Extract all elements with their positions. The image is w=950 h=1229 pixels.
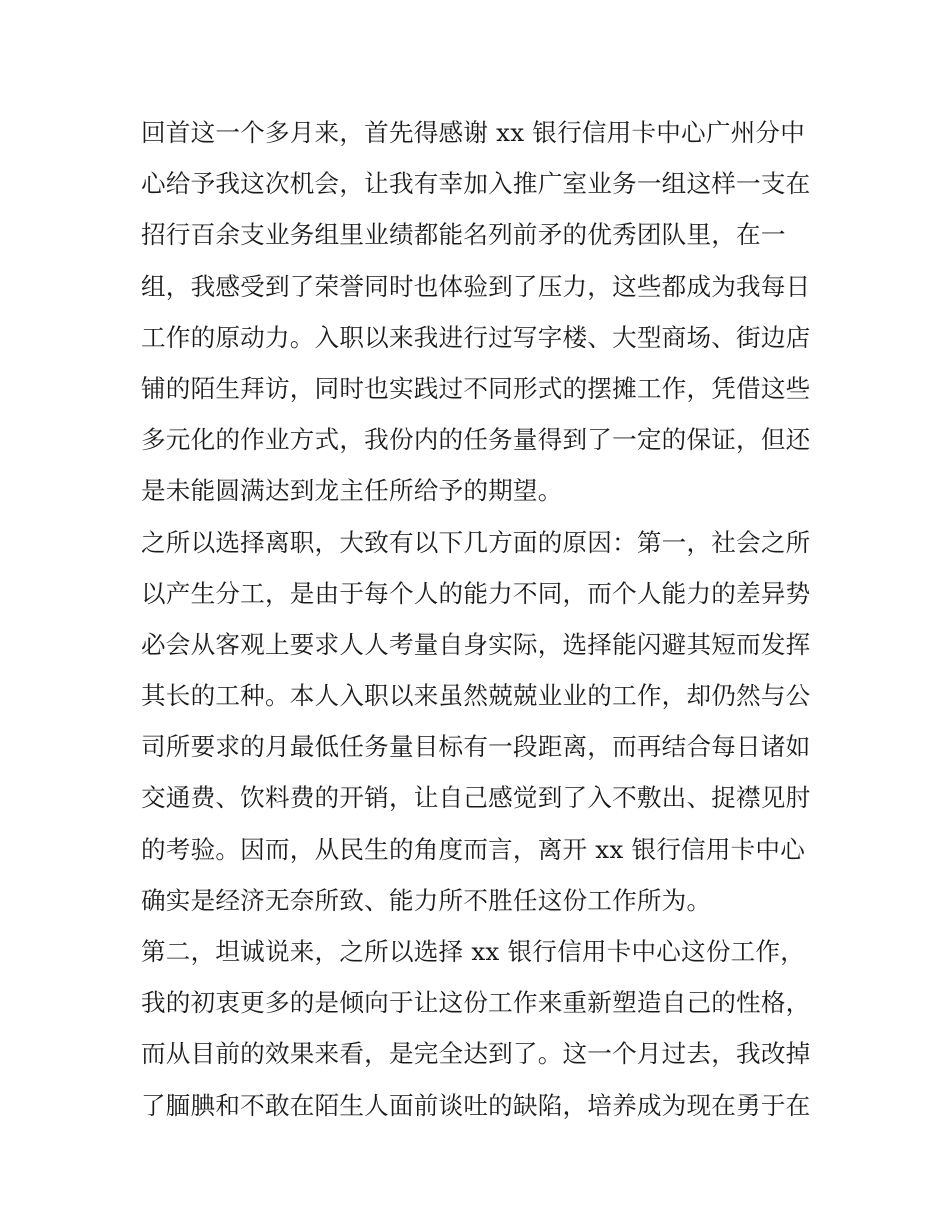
text-line: 工作的原动力。入职以来我进行过写字楼、大型商场、街边店 bbox=[141, 322, 811, 352]
text-line: 之所以选择离职，大致有以下几方面的原因：第一，社会之所 bbox=[141, 527, 811, 557]
paragraph-3 bbox=[141, 926, 821, 1131]
text-line: 必会从客观上要求人人考量自身实际，选择能闪避其短而发挥 bbox=[141, 629, 811, 659]
text-line: 的考验。因而，从民生的角度而言，离开 xx 银行信用卡中心 bbox=[141, 834, 806, 864]
text-line: 多元化的作业方式，我份内的任务量得到了一定的保证，但还 bbox=[141, 425, 811, 455]
text-line: 司所要求的月最低任务量目标有一段距离，而再结合每日诸如 bbox=[141, 732, 811, 762]
paragraph-2 bbox=[141, 517, 821, 927]
text-line: 组，我感受到了荣誉同时也体验到了压力，这些都成为我每日 bbox=[141, 271, 811, 301]
document-body bbox=[141, 107, 821, 1131]
text-line: 心给予我这次机会，让我有幸加入推广室业务一组这样一支在 bbox=[141, 169, 811, 199]
text-line: 了腼腆和不敢在陌生人面前谈吐的缺陷，培养成为现在勇于在 bbox=[141, 1090, 811, 1120]
text-line: 回首这一个多月来，首先得感谢 xx 银行信用卡中心广州分中 bbox=[141, 118, 806, 147]
text-line: 是未能圆满达到龙主任所给予的期望。 bbox=[141, 476, 563, 506]
text-line: 而从目前的效果来看，是完全达到了。这一个月过去，我改掉 bbox=[141, 1039, 811, 1069]
text-line: 我的初衷更多的是倾向于让这份工作来重新塑造自己的性格， bbox=[141, 988, 811, 1018]
text-line: 以产生分工，是由于每个人的能力不同，而个人能力的差异势 bbox=[141, 578, 811, 608]
text-line: 招行百余支业务组里业绩都能名列前矛的优秀团队里，在一 bbox=[141, 220, 786, 250]
text-line: 铺的陌生拜访，同时也实践过不同形式的摆摊工作，凭借这些 bbox=[141, 373, 811, 403]
text-line: 确实是经济无奈所致、能力所不胜任这份工作所为。 bbox=[141, 885, 712, 915]
paragraph-1 bbox=[141, 107, 821, 517]
text-line: 其长的工种。本人入职以来虽然兢兢业业的工作，却仍然与公 bbox=[141, 681, 811, 711]
text-line: 第二，坦诚说来，之所以选择 xx 银行信用卡中心这份工作， bbox=[141, 937, 806, 966]
text-line: 交通费、饮料费的开销，让自己感觉到了入不敷出、捉襟见肘 bbox=[141, 783, 811, 813]
